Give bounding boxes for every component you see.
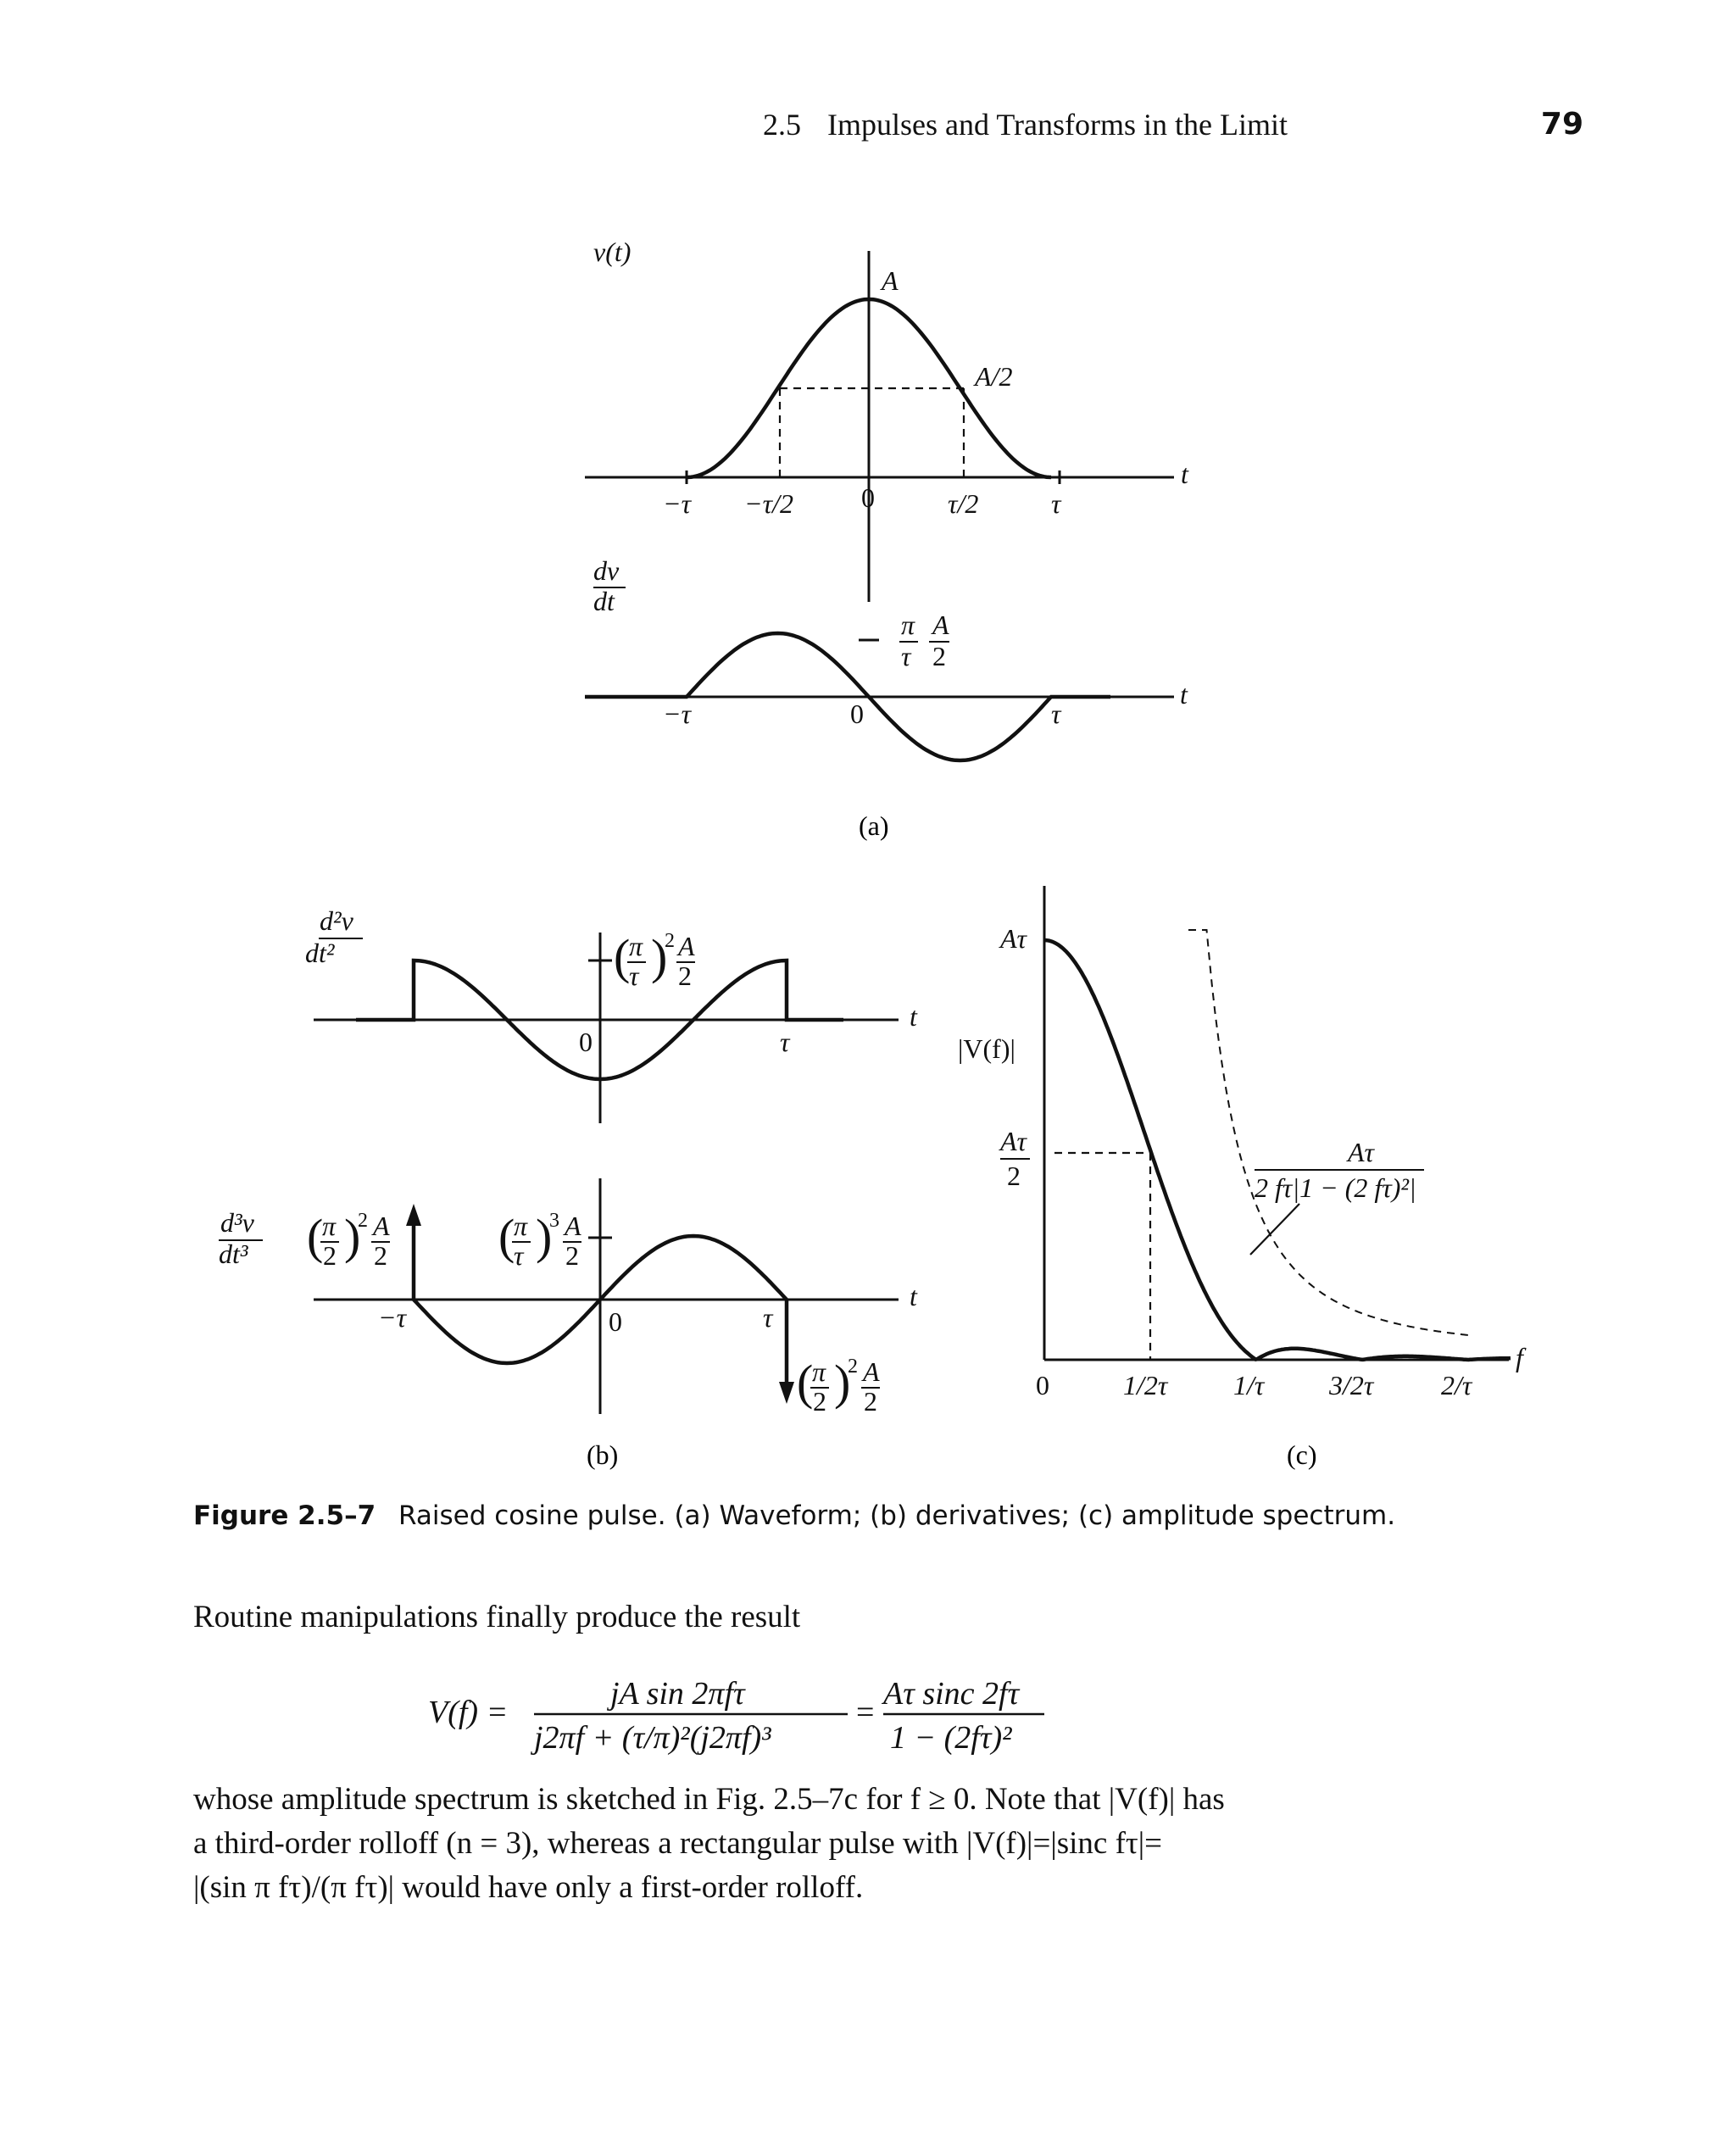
panel-a-label: (a) (859, 810, 889, 841)
spec-peak-label: Aτ (1000, 923, 1027, 954)
t-axis-label: t (1181, 459, 1188, 489)
paragraph-2-line-3: |(sin π fτ)/(π fτ)| would have only a first-order rolloff. (193, 1870, 864, 1905)
d3-down-exp: 2 (848, 1356, 858, 1378)
asymptote-leader (1250, 1204, 1299, 1255)
spec-tick-1: 1/τ (1233, 1370, 1265, 1400)
spec-tick-half: 1/2τ (1123, 1370, 1168, 1400)
eq-num1: jA sin 2πfτ (610, 1676, 745, 1712)
spec-tick-0: 0 (1036, 1370, 1049, 1400)
amplitude-spectrum-curve (1044, 940, 1511, 1360)
t-axis-label-dv: t (1180, 679, 1188, 710)
asym-den: 2 fτ|1 − (2 fτ)²| (1255, 1172, 1416, 1203)
page-number: 79 (1540, 107, 1583, 142)
tick-tau: τ (1051, 488, 1061, 519)
impulse-up-arrow (406, 1204, 421, 1226)
d2-tau-tick: τ (780, 1027, 790, 1057)
figure-caption (193, 1500, 1395, 1531)
d2-2: 2 (678, 960, 692, 991)
d2-paren-open: ( (614, 929, 631, 984)
d3v-den: dt³ (219, 1239, 248, 1269)
eq-den1: j2πf + (τ/π)²(j2πf)³ (534, 1720, 771, 1756)
tick-half-tau: τ/2 (948, 488, 979, 519)
eq-num2: Aτ sinc 2fτ (883, 1676, 1020, 1712)
panel-c-label: (c) (1287, 1439, 1317, 1470)
d3-2: 2 (565, 1240, 579, 1271)
f-axis-label: f (1516, 1342, 1523, 1372)
d3v-num: d³v (220, 1207, 254, 1238)
caption-label: Figure 2.5–7 (193, 1500, 376, 1531)
d2v-den: dt² (305, 938, 335, 968)
svg-text:(: ( (307, 1209, 324, 1264)
d2-paren-close: ) (651, 929, 668, 984)
paragraph-2-line-2: a third-order rolloff (n = 3), whereas a rectangular pulse with |V(f)|=|sinc fτ|= (193, 1826, 1163, 1861)
tick-neg-tau: −τ (663, 488, 692, 519)
equation-v-of-f (0, 1662, 1736, 1780)
d3-up-2a: 2 (323, 1240, 337, 1271)
dv-tick-neg-tau: −τ (663, 699, 692, 729)
d3-neg-tau: −τ (378, 1302, 407, 1333)
d3-tau-tick: τ (763, 1302, 773, 1333)
svg-text:(: ( (797, 1355, 814, 1410)
d3-up-A: A (373, 1211, 390, 1241)
d3-t-axis: t (910, 1281, 917, 1311)
dv-peak-tau: τ (901, 641, 911, 671)
half-amplitude-guides (780, 388, 964, 477)
d3-down-2a: 2 (813, 1386, 826, 1417)
panel-b-label: (b) (587, 1439, 619, 1470)
svg-text:): ) (344, 1209, 361, 1264)
peak-label: A (882, 265, 899, 296)
d2-exp: 2 (665, 930, 675, 952)
d3-down-A: A (863, 1356, 880, 1387)
spec-tick-2: 2/τ (1441, 1370, 1472, 1400)
asym-num: Aτ (1348, 1137, 1374, 1167)
d3-up-2b: 2 (374, 1240, 387, 1271)
d3-tau: τ (514, 1240, 524, 1271)
half-amplitude-label: A/2 (975, 361, 1013, 392)
d2v-num: d²v (320, 905, 353, 936)
d2-t-axis: t (910, 1001, 917, 1032)
d3-up-pi: π (322, 1211, 337, 1241)
spec-half-num: Aτ (1000, 1126, 1027, 1156)
d3-down-2b: 2 (864, 1386, 877, 1417)
d3-zero: 0 (609, 1306, 622, 1337)
svg-text:): ) (536, 1209, 553, 1264)
dv-label-den: dt (593, 586, 615, 616)
svg-text:(: ( (498, 1209, 515, 1264)
section-title: Impulses and Transforms in the Limit (827, 108, 1288, 142)
eq-equals: = (856, 1695, 875, 1730)
v-of-t-label: v(t) (593, 237, 632, 267)
spec-half-den: 2 (1007, 1161, 1021, 1191)
paragraph-1: Routine manipulations finally produce the result (193, 1600, 801, 1634)
impulse-down-arrow (779, 1382, 794, 1404)
d3-exp: 3 (549, 1210, 559, 1232)
d2-zero: 0 (579, 1027, 593, 1057)
d3-pi: π (514, 1211, 528, 1241)
spectrum-half-guides (1054, 1153, 1150, 1360)
spec-tick-3half: 3/2τ (1329, 1370, 1374, 1400)
d2-tau: τ (629, 960, 639, 991)
section-number: 2.5 (763, 108, 801, 142)
tick-neg-half-tau: −τ/2 (744, 488, 793, 519)
d3-up-exp: 2 (358, 1210, 368, 1232)
spec-y-label: |V(f)| (958, 1033, 1015, 1064)
eq-den2: 1 − (2fτ)² (890, 1720, 1012, 1756)
dv-tick-tau: τ (1051, 699, 1061, 729)
dv-peak-A: A (932, 610, 949, 640)
d2-A: A (678, 931, 695, 961)
asymptote-curve (1188, 930, 1468, 1335)
dv-peak-pi: π (901, 610, 915, 640)
tick-zero: 0 (861, 482, 875, 513)
paragraph-2 (193, 1778, 1278, 1910)
d3-A: A (565, 1211, 581, 1241)
d2-pi: π (629, 931, 643, 961)
eq-lhs: V(f) = (428, 1695, 509, 1730)
dv-peak-2: 2 (932, 641, 946, 671)
dv-label-num: dv (593, 555, 620, 586)
dv-tick-zero: 0 (850, 699, 864, 729)
svg-text:): ) (834, 1355, 851, 1410)
caption-text: Raised cosine pulse. (a) Waveform; (b) derivatives; (c) amplitude spectrum. (398, 1500, 1396, 1531)
d3-down-pi: π (812, 1356, 826, 1387)
paragraph-2-line-1: whose amplitude spectrum is sketched in Fig. 2.5–7c for f ≥ 0. Note that |V(f)| has (193, 1782, 1225, 1817)
